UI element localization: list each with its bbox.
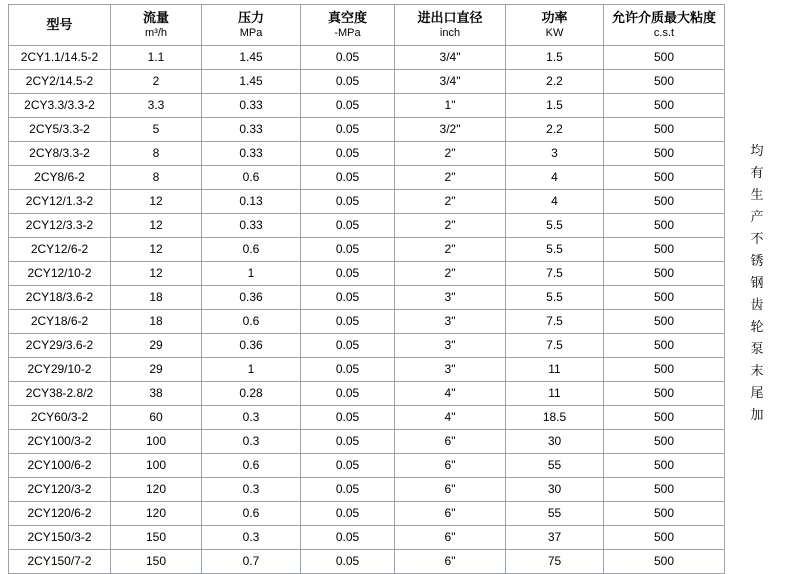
cell-value: 500 [604, 454, 725, 478]
cell-value: 0.05 [301, 46, 395, 70]
cell-value: 500 [604, 382, 725, 406]
cell-value: 0.33 [202, 94, 301, 118]
cell-value: 0.36 [202, 286, 301, 310]
cell-value: 3" [395, 310, 506, 334]
table-row [9, 142, 725, 166]
pump-specification-table [8, 4, 725, 574]
cell-value: 12 [111, 190, 202, 214]
cell-value: 0.3 [202, 430, 301, 454]
cell-value: 0.05 [301, 142, 395, 166]
cell-value: 500 [604, 262, 725, 286]
side-note-char: 有 [750, 165, 764, 180]
cell-value: 0.3 [202, 406, 301, 430]
table-row [9, 118, 725, 142]
cell-value: 11 [506, 382, 604, 406]
table-body [9, 46, 725, 574]
side-note-char: 均 [750, 143, 764, 158]
column-header-unit: inch [439, 26, 461, 39]
cell-value: 2" [395, 190, 506, 214]
cell-value: 29 [111, 358, 202, 382]
cell-value: 1.1 [111, 46, 202, 70]
column-header-title: 功率 [541, 9, 568, 25]
cell-model: 2CY8/6-2 [9, 166, 111, 190]
column-header-title: 流量 [142, 9, 169, 25]
cell-value: 0.05 [301, 430, 395, 454]
side-note-char: 加 [750, 407, 764, 422]
table-row [9, 46, 725, 70]
cell-value: 0.05 [301, 502, 395, 526]
table-row [9, 70, 725, 94]
cell-value: 0.05 [301, 334, 395, 358]
cell-model: 2CY12/10-2 [9, 262, 111, 286]
cell-value: 3" [395, 358, 506, 382]
cell-value: 2" [395, 142, 506, 166]
cell-model: 2CY18/6-2 [9, 310, 111, 334]
side-note-char: 末 [750, 363, 764, 378]
cell-value: 5 [111, 118, 202, 142]
cell-value: 0.05 [301, 190, 395, 214]
cell-value: 120 [111, 478, 202, 502]
cell-model: 2CY8/3.3-2 [9, 142, 111, 166]
cell-value: 6" [395, 454, 506, 478]
cell-value: 7.5 [506, 262, 604, 286]
cell-value: 150 [111, 526, 202, 550]
cell-model: 2CY120/6-2 [9, 502, 111, 526]
side-note-char: 锈 [750, 253, 764, 268]
cell-model: 2CY150/7-2 [9, 550, 111, 574]
cell-value: 75 [506, 550, 604, 574]
cell-value: 2" [395, 166, 506, 190]
table-row [9, 166, 725, 190]
cell-value: 5.5 [506, 238, 604, 262]
cell-model: 2CY5/3.3-2 [9, 118, 111, 142]
cell-value: 12 [111, 262, 202, 286]
cell-model: 2CY3.3/3.3-2 [9, 94, 111, 118]
cell-model: 2CY18/3.6-2 [9, 286, 111, 310]
column-header-1 [111, 5, 202, 46]
cell-value: 500 [604, 214, 725, 238]
cell-value: 0.28 [202, 382, 301, 406]
cell-value: 500 [604, 550, 725, 574]
cell-value: 5.5 [506, 214, 604, 238]
cell-value: 7.5 [506, 310, 604, 334]
cell-value: 1.45 [202, 46, 301, 70]
cell-value: 4" [395, 382, 506, 406]
cell-value: 500 [604, 358, 725, 382]
cell-value: 2" [395, 214, 506, 238]
cell-model: 2CY12/1.3-2 [9, 190, 111, 214]
cell-value: 0.05 [301, 118, 395, 142]
cell-value: 6" [395, 550, 506, 574]
cell-model: 2CY120/3-2 [9, 478, 111, 502]
cell-value: 150 [111, 550, 202, 574]
cell-value: 0.05 [301, 310, 395, 334]
cell-value: 3/4" [395, 46, 506, 70]
cell-value: 29 [111, 334, 202, 358]
cell-value: 38 [111, 382, 202, 406]
column-header-title: 允许介质最大粘度 [611, 9, 716, 25]
cell-value: 0.6 [202, 310, 301, 334]
cell-value: 500 [604, 478, 725, 502]
cell-value: 0.05 [301, 70, 395, 94]
cell-value: 2" [395, 262, 506, 286]
table-row [9, 94, 725, 118]
cell-value: 1.5 [506, 46, 604, 70]
side-note-char: 轮 [750, 319, 764, 334]
cell-value: 6" [395, 526, 506, 550]
cell-value: 4" [395, 406, 506, 430]
cell-value: 2 [111, 70, 202, 94]
table-header [9, 5, 725, 46]
cell-value: 0.7 [202, 550, 301, 574]
cell-value: 4 [506, 190, 604, 214]
cell-value: 0.05 [301, 454, 395, 478]
column-header-title: 型号 [46, 16, 73, 32]
cell-value: 3/2" [395, 118, 506, 142]
column-header-unit: m³/h [145, 26, 167, 39]
column-header-title: 压力 [237, 9, 264, 25]
cell-value: 3 [506, 142, 604, 166]
cell-value: 0.05 [301, 94, 395, 118]
cell-model: 2CY12/3.3-2 [9, 214, 111, 238]
cell-model: 2CY100/3-2 [9, 430, 111, 454]
cell-value: 500 [604, 118, 725, 142]
cell-value: 500 [604, 46, 725, 70]
table-row [9, 286, 725, 310]
column-header-unit: c.s.t [653, 26, 675, 39]
cell-model: 2CY12/6-2 [9, 238, 111, 262]
cell-value: 30 [506, 478, 604, 502]
cell-value: 0.3 [202, 526, 301, 550]
cell-value: 500 [604, 334, 725, 358]
table-row [9, 382, 725, 406]
cell-value: 500 [604, 94, 725, 118]
table-row [9, 526, 725, 550]
cell-value: 6" [395, 430, 506, 454]
cell-value: 8 [111, 166, 202, 190]
cell-value: 0.36 [202, 334, 301, 358]
cell-value: 0.13 [202, 190, 301, 214]
side-note-char: 尾 [750, 385, 764, 400]
cell-value: 0.05 [301, 526, 395, 550]
cell-value: 12 [111, 238, 202, 262]
cell-value: 0.33 [202, 142, 301, 166]
column-header-3 [301, 5, 395, 46]
cell-value: 4 [506, 166, 604, 190]
cell-value: 6" [395, 502, 506, 526]
cell-value: 2" [395, 238, 506, 262]
table-row [9, 214, 725, 238]
cell-value: 500 [604, 406, 725, 430]
column-header-unit: -MPa [334, 26, 361, 39]
cell-value: 0.05 [301, 238, 395, 262]
cell-value: 1.5 [506, 94, 604, 118]
table-row [9, 238, 725, 262]
cell-value: 0.05 [301, 214, 395, 238]
side-note-char: 泵 [750, 341, 764, 356]
cell-value: 500 [604, 238, 725, 262]
cell-value: 500 [604, 310, 725, 334]
cell-value: 55 [506, 454, 604, 478]
side-note-char: 不 [750, 231, 764, 246]
cell-value: 0.3 [202, 478, 301, 502]
column-header-5 [506, 5, 604, 46]
column-header-0 [9, 5, 111, 46]
cell-model: 2CY38-2.8/2 [9, 382, 111, 406]
cell-value: 3" [395, 334, 506, 358]
cell-value: 1.45 [202, 70, 301, 94]
side-note-char: 产 [750, 209, 764, 224]
cell-value: 18 [111, 286, 202, 310]
cell-model: 2CY1.1/14.5-2 [9, 46, 111, 70]
cell-value: 0.05 [301, 286, 395, 310]
column-header-unit: KW [545, 26, 564, 39]
column-header-6 [604, 5, 725, 46]
cell-value: 6" [395, 478, 506, 502]
cell-value: 0.6 [202, 166, 301, 190]
column-header-title: 真空度 [327, 9, 367, 25]
cell-value: 37 [506, 526, 604, 550]
cell-value: 0.05 [301, 550, 395, 574]
cell-value: 1 [202, 358, 301, 382]
cell-value: 500 [604, 286, 725, 310]
cell-value: 2.2 [506, 70, 604, 94]
column-header-unit: MPa [239, 26, 263, 39]
table-row [9, 478, 725, 502]
table-row [9, 190, 725, 214]
cell-value: 100 [111, 430, 202, 454]
cell-value: 5.5 [506, 286, 604, 310]
side-note-char: 生 [750, 187, 764, 202]
cell-model: 2CY100/6-2 [9, 454, 111, 478]
cell-model: 2CY150/3-2 [9, 526, 111, 550]
cell-value: 11 [506, 358, 604, 382]
cell-value: 120 [111, 502, 202, 526]
table-header-row [9, 5, 725, 46]
cell-value: 0.6 [202, 502, 301, 526]
cell-value: 0.05 [301, 262, 395, 286]
cell-model: 2CY60/3-2 [9, 406, 111, 430]
table-row [9, 454, 725, 478]
cell-value: 0.6 [202, 238, 301, 262]
side-note [748, 140, 766, 426]
cell-value: 0.05 [301, 478, 395, 502]
cell-value: 3/4" [395, 70, 506, 94]
cell-value: 55 [506, 502, 604, 526]
cell-value: 1" [395, 94, 506, 118]
table-row [9, 262, 725, 286]
cell-value: 0.33 [202, 118, 301, 142]
cell-value: 3" [395, 286, 506, 310]
cell-value: 12 [111, 214, 202, 238]
cell-model: 2CY29/10-2 [9, 358, 111, 382]
cell-value: 500 [604, 526, 725, 550]
table-row [9, 430, 725, 454]
column-header-4 [395, 5, 506, 46]
cell-value: 0.05 [301, 406, 395, 430]
cell-value: 500 [604, 166, 725, 190]
table-row [9, 334, 725, 358]
table-row [9, 310, 725, 334]
side-note-char: 齿 [750, 297, 764, 312]
cell-value: 500 [604, 142, 725, 166]
side-note-char: 钢 [750, 275, 764, 290]
cell-value: 0.05 [301, 166, 395, 190]
table-row [9, 502, 725, 526]
cell-value: 500 [604, 502, 725, 526]
table-row [9, 550, 725, 574]
cell-value: 500 [604, 190, 725, 214]
cell-value: 500 [604, 70, 725, 94]
cell-value: 60 [111, 406, 202, 430]
cell-value: 18 [111, 310, 202, 334]
cell-value: 1 [202, 262, 301, 286]
cell-value: 0.33 [202, 214, 301, 238]
cell-value: 500 [604, 430, 725, 454]
table-row [9, 358, 725, 382]
cell-value: 100 [111, 454, 202, 478]
cell-value: 3.3 [111, 94, 202, 118]
cell-value: 18.5 [506, 406, 604, 430]
cell-value: 0.6 [202, 454, 301, 478]
cell-value: 7.5 [506, 334, 604, 358]
cell-model: 2CY29/3.6-2 [9, 334, 111, 358]
cell-value: 30 [506, 430, 604, 454]
column-header-title: 进出口直径 [417, 9, 483, 25]
cell-value: 2.2 [506, 118, 604, 142]
column-header-2 [202, 5, 301, 46]
table-row [9, 406, 725, 430]
cell-value: 8 [111, 142, 202, 166]
cell-model: 2CY2/14.5-2 [9, 70, 111, 94]
cell-value: 0.05 [301, 382, 395, 406]
cell-value: 0.05 [301, 358, 395, 382]
